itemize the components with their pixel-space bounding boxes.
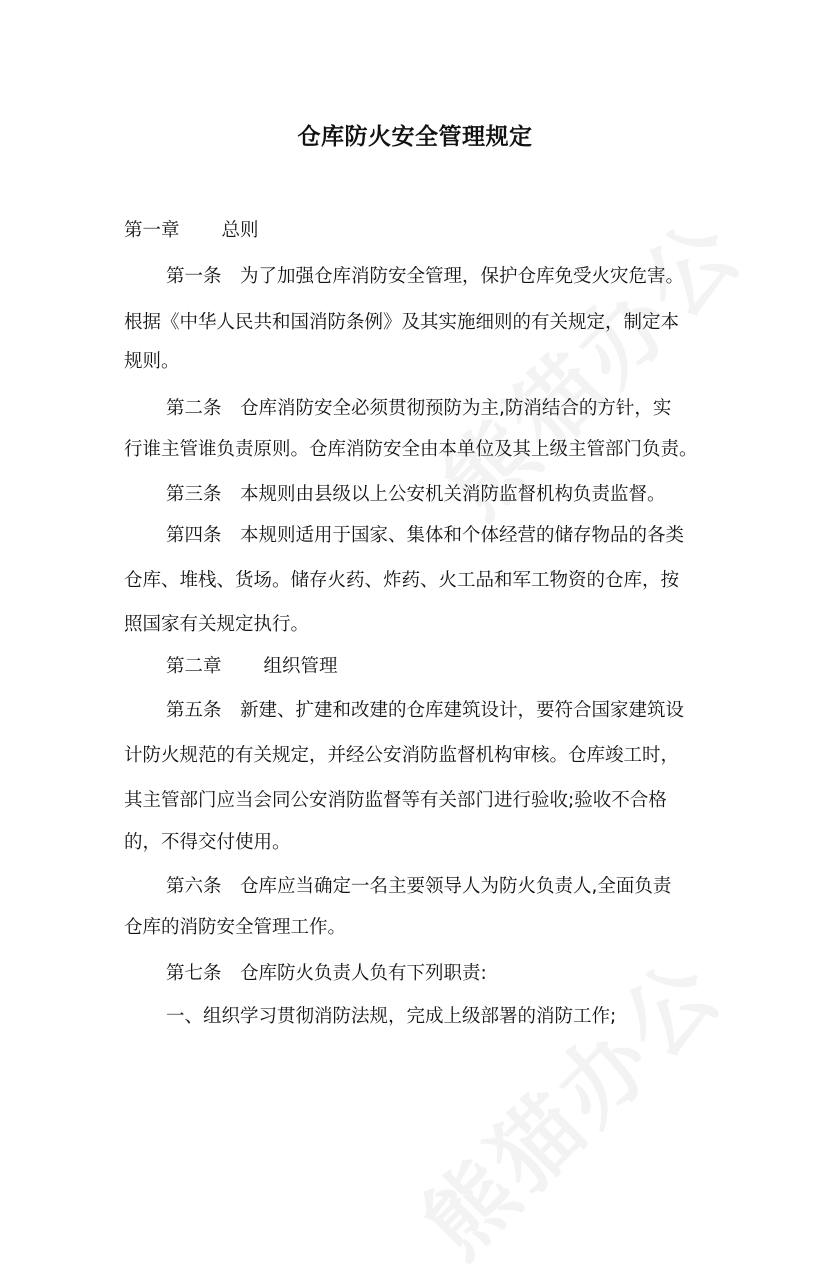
paragraph-line: 其主管部门应当会同公安消防监督等有关部门进行验收;验收不合格 <box>124 790 667 811</box>
document-title: 仓库防火安全管理规定 <box>297 124 533 150</box>
paragraph-line: 第二条 仓库消防安全必须贯彻预防为主,防消结合的方针，实 <box>166 398 672 419</box>
chapter-number: 第一章 <box>124 220 180 241</box>
paragraph-line: 第六条 仓库应当确定一名主要领导人为防火负责人,全面负责 <box>166 876 672 897</box>
chapter-heading <box>166 654 338 680</box>
chapter-name: 总则 <box>221 220 259 241</box>
paragraph-line: 第五条 新建、扩建和改建的仓库建筑设计，要符合国家建筑设 <box>166 700 685 721</box>
paragraph-line: 根据《中华人民共和国消防条例》及其实施细则的有关规定，制定本 <box>124 312 680 333</box>
chapter-number: 第二章 <box>166 656 222 677</box>
paragraph-line: 行谁主管谁负责原则。仓库消防安全由本单位及其上级主管部门负责。 <box>124 439 698 460</box>
paragraph-line: 第三条 本规则由县级以上公安机关消防监督机构负责监督。 <box>166 484 666 505</box>
paragraph-line: 仓库的消防安全管理工作。 <box>124 917 347 938</box>
paragraph-line: 仓库、堆栈、货场。储存火药、炸药、火工品和军工物资的仓库，按 <box>124 570 680 591</box>
paragraph-line: 照国家有关规定执行。 <box>124 614 310 635</box>
paragraph-line: 计防火规范的有关规定，并经公安消防监督机构审核。仓库竣工时， <box>124 745 680 766</box>
paragraph-line: 第七条 仓库防火负责人负有下列职责: <box>166 963 487 984</box>
chapter-heading <box>124 218 259 244</box>
paragraph-line: 规则。 <box>124 351 180 372</box>
paragraph-line: 一、组织学习贯彻消防法规，完成上级部署的消防工作; <box>166 1006 617 1027</box>
paragraph-line: 第四条 本规则适用于国家、集体和个体经营的储存物品的各类 <box>166 525 685 546</box>
chapter-name: 组织管理 <box>263 656 338 677</box>
paragraph-line: 第一条 为了加强仓库消防安全管理，保护仓库免受火灾危害。 <box>166 266 685 287</box>
paragraph-line: 的，不得交付使用。 <box>124 832 291 853</box>
